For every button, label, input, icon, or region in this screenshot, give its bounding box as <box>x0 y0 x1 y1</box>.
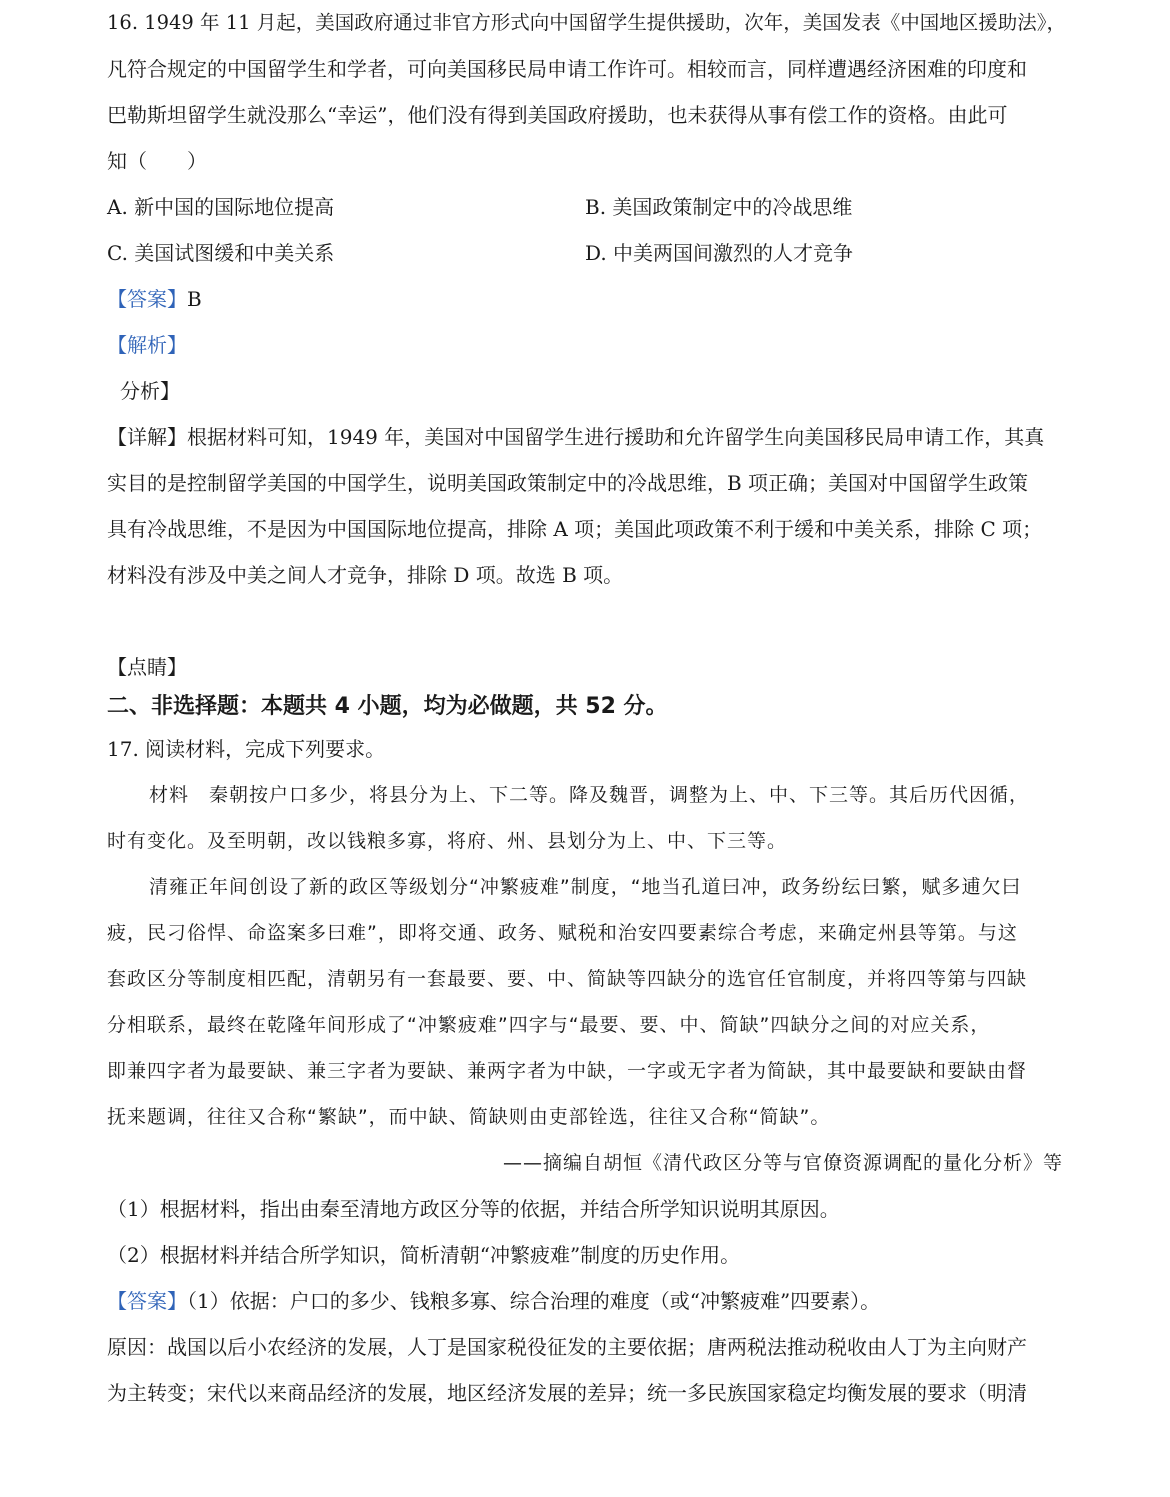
answer-value: B <box>187 287 202 311</box>
option-a: A. 新中国的国际地位提高 <box>107 195 335 219</box>
material-line-4: 疲，民刁俗悍、命盗案多曰难”，即将交通、政务、赋税和治安四要素综合考虑，来确定州县等第。与这 <box>107 922 1018 944</box>
q16-answer <box>107 286 202 312</box>
detail-line-4: 材料没有涉及中美之间人才竞争，排除 D 项。故选 B 项。 <box>107 563 624 587</box>
option-b: B. 美国政策制定中的冷战思维 <box>585 195 853 219</box>
q17-sub-question-2: （2）根据材料并结合所学知识，简析清朝“冲繁疲难”制度的历史作用。 <box>107 1243 741 1267</box>
detail-line-3: 具有冷战思维，不是因为中国国际地位提高，排除 A 项；美国此项政策不利于缓和中美关系，排除 C 项； <box>107 517 1043 541</box>
q16-stem-line-2: 凡符合规定的中国留学生和学者，可向美国移民局申请工作许可。相较而言，同样遭遇经济困难的印度和 <box>107 57 1027 81</box>
material-line-5: 套政区分等制度相匹配，清朝另有一套最要、要、中、简缺等四缺分的选官任官制度，并将四等第与四缺 <box>107 968 1028 990</box>
detail-label: 【详解】 <box>107 425 187 449</box>
material-line-8: 抚来题调，往往又合称“繁缺”，而中缺、简缺则由吏部铨选，往往又合称“简缺”。 <box>107 1106 831 1128</box>
q16-stem-line-4: 知（ ） <box>107 149 207 173</box>
q16-stem-line-3: 巴勒斯坦留学生就没那么“幸运”，他们没有得到美国政府援助，也未获得从事有偿工作的资格。由此可 <box>107 103 1008 127</box>
q17-answer <box>107 1288 880 1314</box>
material-line-6: 分相联系，最终在乾隆年间形成了“冲繁疲难”四字与“最要、要、中、简缺”四缺分之间的对应关系， <box>107 1014 991 1036</box>
material-source: ——摘编自胡恒《清代政区分等与官僚资源调配的量化分析》等 <box>502 1152 1063 1174</box>
section-heading: 二、非选择题：本题共 4 小题，均为必做题，共 52 分。 <box>107 694 668 719</box>
reason-line-1: 原因：战国以后小农经济的发展，人丁是国家税役征发的主要依据；唐两税法推动税收由人丁为主向财产 <box>107 1335 1027 1359</box>
q16-stem-line-1: 16. 1949 年 11 月起，美国政府通过非官方形式向中国留学生提供援助，次年，美国发表《中国地区援助法》， <box>107 11 1066 34</box>
detail-line-1 <box>107 424 1044 450</box>
q17-answer-text: （1）依据：户口的多少、钱粮多寡、综合治理的难度（或“冲繁疲难”四要素）。 <box>187 1289 881 1313</box>
material-line-7: 即兼四字者为最要缺、兼三字者为要缺、兼两字者为中缺，一字或无字者为简缺，其中最要缺和要缺由督 <box>107 1060 1028 1082</box>
q17-answer-label: 【答案】 <box>107 1289 187 1313</box>
analysis-label: 【解析】 <box>107 333 187 357</box>
reason-line-2: 为主转变；宋代以来商品经济的发展，地区经济发展的差异；统一多民族国家稳定均衡发展的要求（明清 <box>107 1381 1027 1405</box>
detail-line-2: 实目的是控制留学美国的中国学生，说明美国政策制定中的冷战思维，B 项正确；美国对中国留学生政策 <box>107 471 1029 495</box>
material-line-2: 时有变化。及至明朝，改以钱粮多寡，将府、州、县划分为上、中、下三等。 <box>107 830 788 852</box>
option-c: C. 美国试图缓和中美关系 <box>107 241 335 265</box>
q17-sub-question-1: （1）根据材料，指出由秦至清地方政区分等的依据，并结合所学知识说明其原因。 <box>107 1197 840 1221</box>
material-line-3: 清雍正年间创设了新的政区等级划分“冲繁疲难”制度，“地当孔道曰冲，政务纷纭曰繁，赋多逋欠曰 <box>149 876 1022 898</box>
answer-label: 【答案】 <box>107 287 187 311</box>
fenxi-label: 分析】 <box>120 379 180 403</box>
dianjing-label: 【点睛】 <box>107 655 187 679</box>
option-d: D. 中美两国间激烈的人才竞争 <box>585 241 854 265</box>
detail-text-1: 根据材料可知，1949 年，美国对中国留学生进行援助和允许留学生向美国移民局申请工作，其真 <box>187 425 1045 449</box>
q17-stem: 17. 阅读材料，完成下列要求。 <box>107 737 386 761</box>
material-line-1: 材料 秦朝按户口多少，将县分为上、下二等。降及魏晋，调整为上、中、下三等。其后历代因循， <box>149 784 1030 806</box>
